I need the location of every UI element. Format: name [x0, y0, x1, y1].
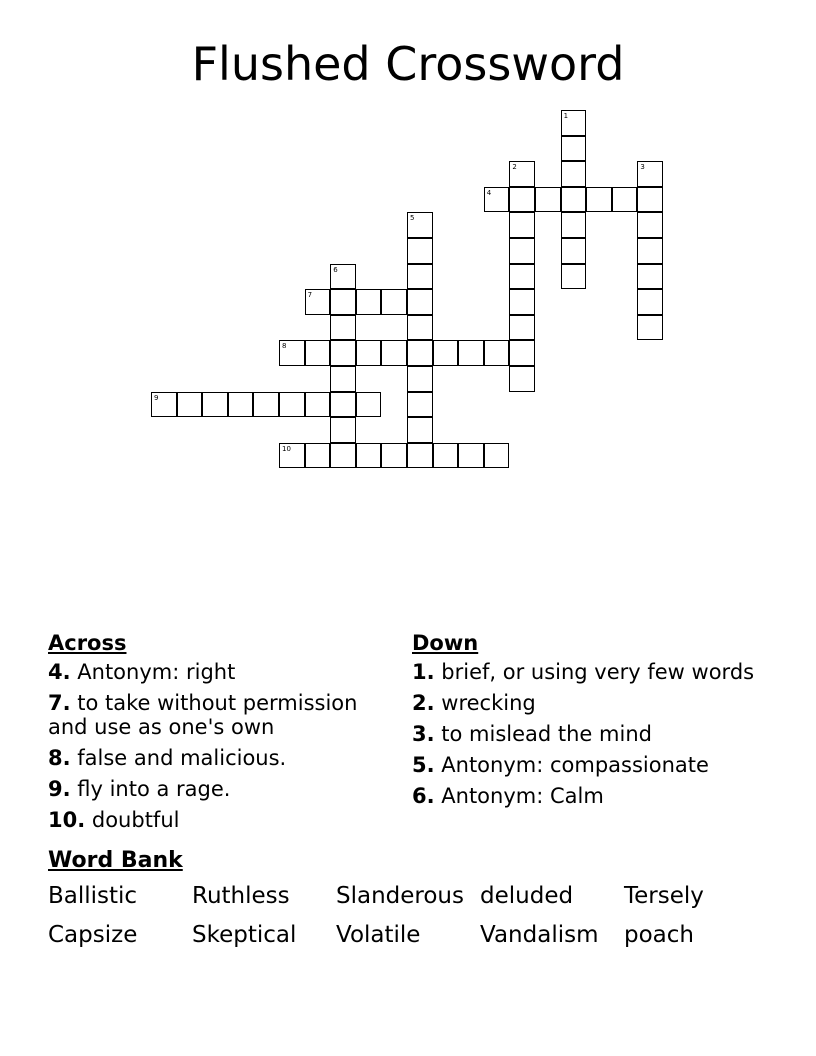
crossword-cell[interactable]	[330, 315, 356, 341]
across-clue	[48, 691, 388, 739]
clue-number-label: 2.	[412, 691, 435, 715]
crossword-cell[interactable]	[458, 340, 484, 366]
crossword-cell[interactable]	[151, 392, 177, 418]
word-bank-item: Capsize	[48, 922, 138, 948]
crossword-cell[interactable]	[330, 264, 356, 290]
word-bank-item: Skeptical	[192, 922, 297, 948]
crossword-cell[interactable]	[305, 289, 331, 315]
crossword-cell[interactable]	[637, 264, 663, 290]
crossword-cell[interactable]	[561, 110, 587, 136]
clue-number: 10	[282, 444, 291, 453]
crossword-cell[interactable]	[305, 443, 331, 469]
clue-text: wrecking	[434, 691, 536, 715]
crossword-cell[interactable]	[381, 340, 407, 366]
crossword-cell[interactable]	[484, 340, 510, 366]
clue-number: 4	[486, 188, 492, 197]
crossword-cell[interactable]	[305, 340, 331, 366]
clue-number: 1	[563, 112, 569, 120]
clue-text: Antonym: right	[70, 660, 236, 684]
crossword-cell[interactable]	[637, 161, 663, 187]
clue-number: 7	[307, 291, 313, 300]
word-bank-item: poach	[624, 922, 694, 948]
across-heading: Across	[48, 631, 127, 655]
crossword-cell[interactable]	[330, 340, 356, 366]
clue-text: doubtful	[85, 808, 180, 832]
crossword-cell[interactable]	[433, 443, 459, 469]
clue-number: 2	[512, 163, 517, 172]
across-clue	[48, 808, 388, 832]
clue-number: 5	[410, 214, 415, 223]
word-bank-item: Ballistic	[48, 883, 138, 909]
clue-number-label: 10.	[48, 808, 86, 832]
word-bank-item: deluded	[480, 883, 574, 909]
crossword-cell[interactable]	[381, 443, 407, 469]
down-clues	[412, 630, 772, 815]
crossword-cell[interactable]	[279, 340, 305, 366]
crossword-cell[interactable]	[561, 212, 587, 238]
down-clue	[412, 691, 772, 715]
crossword-cell[interactable]	[330, 392, 356, 418]
clue-number-label: 9.	[48, 777, 71, 801]
clue-number-label: 3.	[412, 722, 435, 746]
across-clue	[48, 660, 388, 684]
word-bank-item: Volatile	[336, 922, 421, 948]
crossword-cell[interactable]	[407, 443, 433, 469]
crossword-cell[interactable]	[228, 392, 254, 418]
crossword-cell[interactable]	[279, 392, 305, 418]
down-clue	[412, 784, 772, 808]
clue-text: false and malicious.	[70, 746, 287, 770]
clue-number-label: 4.	[48, 660, 71, 684]
down-clue	[412, 660, 772, 684]
down-heading: Down	[412, 631, 479, 655]
clue-text: to take without permission and use as one's own	[48, 691, 358, 739]
clue-number-label: 1.	[412, 660, 435, 684]
crossword-cell[interactable]	[535, 187, 561, 213]
crossword-cell[interactable]	[509, 366, 535, 392]
crossword-cell[interactable]	[509, 289, 535, 315]
crossword-cell[interactable]	[509, 238, 535, 264]
clue-text: Antonym: compassionate	[434, 753, 709, 777]
down-clue	[412, 722, 772, 746]
clue-number-label: 6.	[412, 784, 435, 808]
crossword-cell[interactable]	[330, 366, 356, 392]
crossword-cell[interactable]	[407, 392, 433, 418]
crossword-cell[interactable]	[586, 187, 612, 213]
word-bank-heading: Word Bank	[48, 848, 183, 873]
page-title: Flushed Crossword	[191, 37, 625, 91]
clue-number-label: 8.	[48, 746, 71, 770]
word-bank	[48, 882, 768, 950]
crossword-cell[interactable]	[407, 417, 433, 443]
across-clue	[48, 746, 388, 770]
crossword-cell[interactable]	[612, 187, 638, 213]
crossword-cell[interactable]	[356, 340, 382, 366]
clue-number-label: 7.	[48, 691, 71, 715]
crossword-cell[interactable]	[305, 392, 331, 418]
crossword-cell[interactable]	[407, 366, 433, 392]
crossword-cell[interactable]	[637, 187, 663, 213]
crossword-cell[interactable]	[458, 443, 484, 469]
crossword-cell[interactable]	[407, 315, 433, 341]
crossword-cell[interactable]	[433, 340, 459, 366]
crossword-cell[interactable]	[509, 187, 535, 213]
across-clues	[48, 630, 388, 839]
crossword-cell[interactable]	[330, 289, 356, 315]
down-clue	[412, 753, 772, 777]
crossword-cell[interactable]	[407, 340, 433, 366]
clue-text: Antonym: Calm	[434, 784, 604, 808]
crossword-cell[interactable]	[356, 443, 382, 469]
word-bank-item: Slanderous	[336, 883, 464, 909]
crossword-cell[interactable]	[484, 443, 510, 469]
crossword-cell[interactable]	[509, 161, 535, 187]
crossword-cell[interactable]	[202, 392, 228, 418]
clue-text: brief, or using very few words	[434, 660, 755, 684]
word-bank-item: Ruthless	[192, 883, 290, 909]
crossword-cell[interactable]	[484, 187, 510, 213]
crossword-cell[interactable]	[561, 136, 587, 162]
clue-text: to mislead the mind	[434, 722, 652, 746]
crossword-cell[interactable]	[637, 289, 663, 315]
crossword-cell[interactable]	[637, 238, 663, 264]
crossword-cell[interactable]	[637, 212, 663, 238]
crossword-cell[interactable]	[407, 289, 433, 315]
word-bank-item: Vandalism	[480, 922, 599, 948]
crossword-cell[interactable]	[407, 212, 433, 238]
crossword-cell[interactable]	[279, 443, 305, 469]
crossword-cell[interactable]	[177, 392, 203, 418]
crossword-cell[interactable]	[561, 238, 587, 264]
crossword-cell[interactable]	[509, 212, 535, 238]
crossword-cell[interactable]	[407, 238, 433, 264]
crossword-cell[interactable]	[509, 264, 535, 290]
crossword-cell[interactable]	[407, 264, 433, 290]
crossword-cell[interactable]	[637, 315, 663, 341]
crossword-cell[interactable]	[330, 417, 356, 443]
clue-number: 3	[640, 163, 645, 172]
crossword-cell[interactable]	[509, 340, 535, 366]
crossword-cell[interactable]	[509, 315, 535, 341]
crossword-cell[interactable]	[253, 392, 279, 418]
across-clue	[48, 777, 388, 801]
clue-number: 6	[333, 265, 338, 274]
crossword-cell[interactable]	[561, 187, 587, 213]
clue-number: 8	[282, 342, 287, 351]
crossword-cell[interactable]	[561, 161, 587, 187]
clue-number-label: 5.	[412, 753, 435, 777]
crossword-cell[interactable]	[381, 289, 407, 315]
crossword-cell[interactable]	[330, 443, 356, 469]
clue-text: fly into a rage.	[70, 777, 231, 801]
crossword-cell[interactable]	[561, 264, 587, 290]
clue-number: 9	[154, 393, 159, 402]
crossword-cell[interactable]	[356, 289, 382, 315]
word-bank-item: Tersely	[624, 883, 704, 909]
crossword-cell[interactable]	[356, 392, 382, 418]
